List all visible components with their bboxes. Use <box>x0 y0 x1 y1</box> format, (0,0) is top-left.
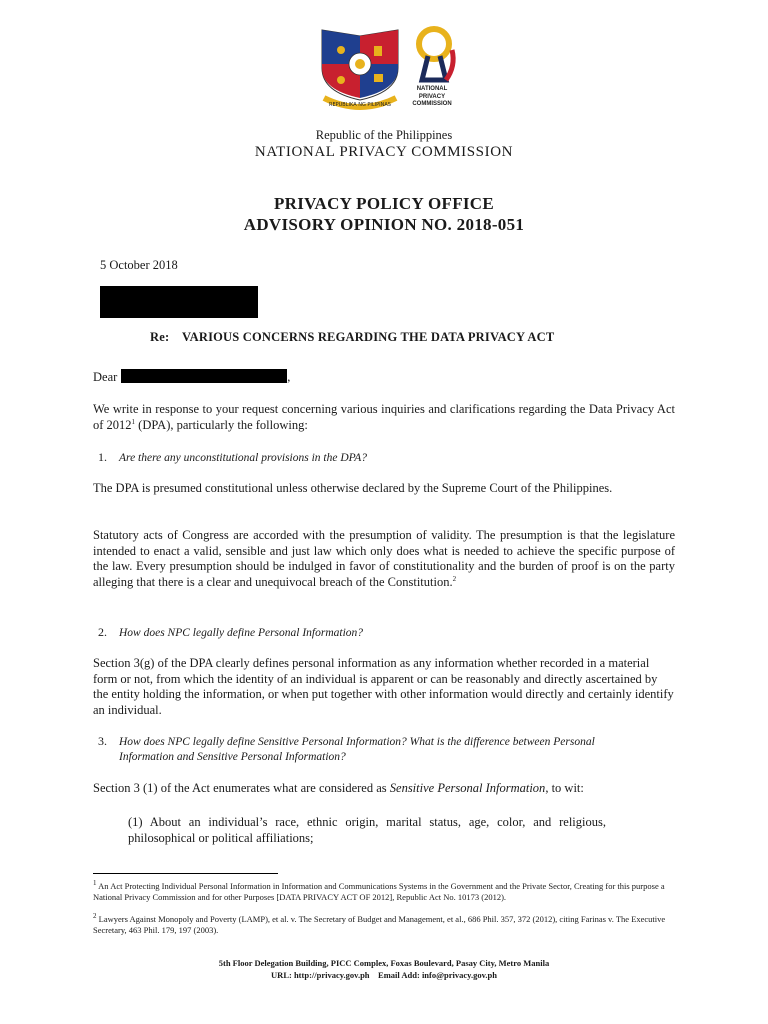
footnote-2: $^2$ Lawyers Against Monopoly and Poverty (LAMP), et al. v. The Secretary of Budget and Management, et al., 686 Phil. 357, 372 (2012), citing Farinas v. The Executive Secretary, 463 Phil. 179, 197 (2003). <box>93 912 666 935</box>
footer-contact: URL: http://privacy.gov.ph Email Add: info@privacy.gov.ph <box>271 970 497 980</box>
intro-paragraph: We write in response to your request concerning various inquiries and clarifications regarding the Data Privacy Act of 2012$^1$ (DPA), particularly the following: <box>93 402 675 432</box>
footnote-ref-1: 1 <box>131 417 136 426</box>
sensitive-info-item-1: (1) About an individual’s race, ethnic origin, marital status, age, color, and religious, philosophical or political affiliations; <box>128 815 606 845</box>
answer-2-paragraph: Section 3(g) of the DPA clearly defines personal information as any information whether recorded in a material form or not, from which the identity of an individual is apparent or can be reasonably and directly ascertained by the entity holding the information, or when put together with other information would directly and certainly identify an individual. <box>93 656 674 717</box>
advisory-opinion-number: ADVISORY OPINION NO. 2018-051 <box>243 215 525 234</box>
subject-line <box>150 330 554 345</box>
footnote-1: $^1$ An Act Protecting Individual Personal Information in Information and Communications Systems in the Government and the Private Sector, Creating for this purpose a National Privacy Commission and for other Purposes [DATA PRIVACY ACT OF 2012], Republic Act No. 10173 (2012). <box>93 879 665 902</box>
subject-text: VARIOUS CONCERNS REGARDING THE DATA PRIVACY ACT <box>182 330 555 344</box>
footnote-ref-2: 2 <box>452 574 457 583</box>
question-1: 1. Are there any unconstitutional provisions in the DPA? <box>98 450 367 464</box>
redacted-name <box>121 369 287 383</box>
answer-1b-paragraph: Statutory acts of Congress are accorded with the presumption of validity. The presumption is that the legislature intended to enact a valid, sensible and just law which only does what is needed to achieve the specific purpose of the law. Every presumption should be indulged in favor of constitutionality and the burden of proof is on the party alleging that there is a clear and unequivocal breach of the Constitution.$^2$ <box>93 528 675 589</box>
republic-heading: Republic of the Philippines <box>315 128 453 142</box>
svg-text:REPUBLIKA NG PILIPINAS: REPUBLIKA NG PILIPINAS <box>329 102 391 108</box>
question-2: 2. How does NPC legally define Personal Information? <box>98 625 364 639</box>
answer-1-paragraph: The DPA is presumed constitutional unless otherwise declared by the Supreme Court of the Philippines. <box>93 481 613 495</box>
republic-seal-logo <box>316 26 404 112</box>
salutation-dear: Dear <box>93 370 118 384</box>
office-title: PRIVACY POLICY OFFICE <box>273 194 495 213</box>
footer-address: 5th Floor Delegation Building, PICC Complex, Foxas Boulevard, Pasay City, Metro Manila <box>218 958 550 968</box>
question-3: 3. How does NPC legally define Sensitive Personal Information? What is the difference between Personal Information and Sensitive Personal Information? <box>98 734 595 763</box>
commission-heading: NATIONAL PRIVACY COMMISSION <box>254 144 514 160</box>
answer-3-paragraph: Section 3 (1) of the Act enumerates what are considered as Sensitive Personal Information, to wit: <box>93 781 584 795</box>
footnote-divider <box>93 873 278 874</box>
npc-keyhole-logo <box>408 26 460 86</box>
subject-re-label: Re: <box>150 330 170 344</box>
salutation: Dear , <box>93 370 291 384</box>
letter-date: 5 October 2018 <box>100 258 178 272</box>
redacted-addressee <box>100 286 258 318</box>
npc-logo-caption: NATIONAL PRIVACY COMMISSION <box>412 86 452 107</box>
